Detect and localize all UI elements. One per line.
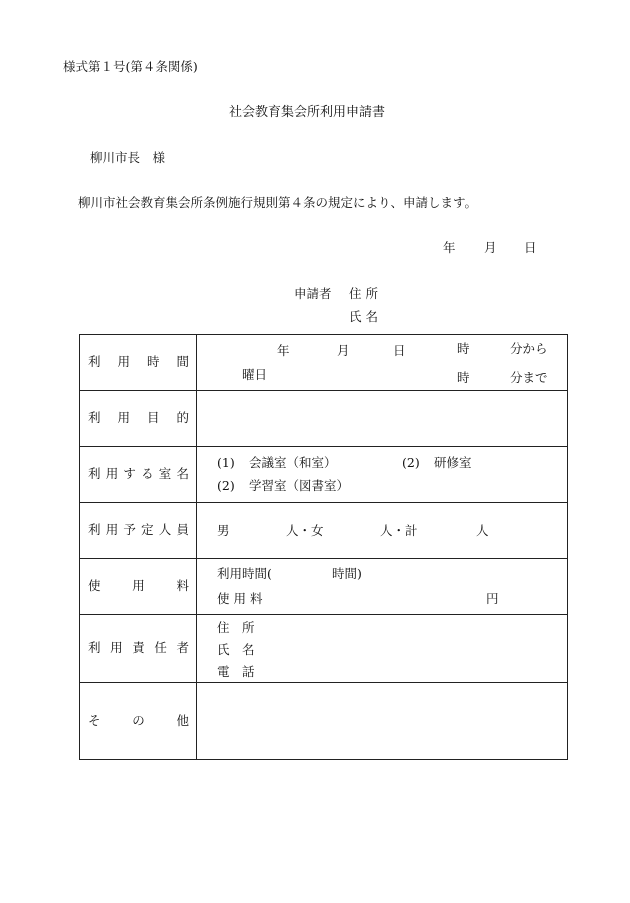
room-option-2-label: 研修室 xyxy=(434,455,472,470)
people-unit-label: 人 xyxy=(476,523,489,538)
label-other xyxy=(80,683,197,760)
label-char: 他 xyxy=(176,712,189,728)
label-char: 的 xyxy=(176,410,189,426)
time-weekday-label: 曜日 xyxy=(242,367,268,382)
label-usage-time xyxy=(80,335,197,391)
time-year-label: 年 xyxy=(277,343,290,358)
label-char: 利 xyxy=(88,410,101,426)
addressee: 柳川市長 様 xyxy=(90,150,166,165)
label-char: 室 xyxy=(158,466,172,482)
applicant-address-label: 住 所 xyxy=(349,286,378,301)
label-usage-purpose xyxy=(80,391,197,447)
usage-purpose-field[interactable] xyxy=(197,391,568,447)
people-female-label: 人・女 xyxy=(286,523,324,538)
label-char: 使 xyxy=(88,578,101,594)
room-option-1-number: (1) xyxy=(217,455,235,470)
row-usage-time xyxy=(80,335,568,391)
form-number: 様式第１号(第４条関係) xyxy=(63,59,198,74)
room-option-1-label: 会議室（和室） xyxy=(249,455,337,470)
fee-hours-suffix: 時間) xyxy=(332,566,362,581)
row-responsible-person xyxy=(80,615,568,683)
other-field[interactable] xyxy=(197,683,568,760)
fee-amount-label: 使 用 料 xyxy=(217,591,263,606)
label-char: 用 xyxy=(117,354,130,370)
label-char: 用 xyxy=(110,640,123,656)
row-planned-people xyxy=(80,503,568,559)
date-year-label: 年 xyxy=(443,240,456,255)
label-char: 間 xyxy=(176,354,189,370)
time-from-label: 分から xyxy=(510,341,548,356)
label-usage-fee xyxy=(80,559,197,615)
label-char: る xyxy=(141,466,154,482)
people-male-label: 男 xyxy=(217,523,230,538)
room-option-3-label: 学習室（図書室） xyxy=(249,478,350,493)
label-char: 利 xyxy=(88,522,101,538)
time-start-hour-label: 時 xyxy=(457,341,470,356)
row-usage-fee xyxy=(80,559,568,615)
label-char: 任 xyxy=(154,640,167,656)
label-char: 利 xyxy=(88,640,101,656)
label-char: 員 xyxy=(176,522,189,538)
label-char: 時 xyxy=(146,354,160,370)
fee-yen-unit: 円 xyxy=(486,591,499,606)
row-room-name xyxy=(80,447,568,503)
room-name-field[interactable] xyxy=(197,447,568,503)
row-other xyxy=(80,683,568,760)
form-title: 社会教育集会所利用申請書 xyxy=(229,105,386,120)
label-char: そ xyxy=(88,712,101,728)
label-char: 料 xyxy=(176,578,189,594)
label-char: 目 xyxy=(146,410,160,426)
planned-people-field[interactable] xyxy=(197,503,568,559)
label-char: 責 xyxy=(132,640,145,656)
label-char: 予 xyxy=(123,522,136,538)
time-end-hour-label: 時 xyxy=(457,370,470,385)
time-until-label: 分まで xyxy=(510,370,548,385)
label-room-name xyxy=(80,447,197,503)
label-char: 用 xyxy=(132,578,145,594)
label-char: の xyxy=(132,712,145,728)
label-char: 人 xyxy=(158,522,172,538)
date-day-label: 日 xyxy=(524,240,537,255)
label-char: 者 xyxy=(176,640,189,656)
label-responsible-person xyxy=(80,615,197,683)
label-char: 名 xyxy=(176,466,189,482)
application-form-table xyxy=(79,334,568,760)
usage-fee-field[interactable] xyxy=(197,559,568,615)
responsible-person-field[interactable] xyxy=(197,615,568,683)
responsible-phone-label: 電 話 xyxy=(217,664,255,679)
room-option-3-number: (2) xyxy=(217,478,235,493)
label-char: 用 xyxy=(117,410,130,426)
applicant-name-label: 氏 名 xyxy=(349,309,378,324)
row-usage-purpose xyxy=(80,391,568,447)
people-total-label: 人・計 xyxy=(380,523,418,538)
fee-hours-prefix: 利用時間( xyxy=(217,566,272,581)
label-char: 利 xyxy=(88,354,101,370)
room-option-2-number: (2) xyxy=(402,455,420,470)
label-char: す xyxy=(123,466,136,482)
label-char: 定 xyxy=(141,522,154,538)
date-month-label: 月 xyxy=(484,240,497,255)
label-planned-people xyxy=(80,503,197,559)
time-day-label: 日 xyxy=(393,343,406,358)
time-month-label: 月 xyxy=(337,343,350,358)
usage-time-field[interactable] xyxy=(197,335,568,391)
label-char: 用 xyxy=(105,522,119,538)
responsible-name-label: 氏 名 xyxy=(217,642,255,657)
label-char: 用 xyxy=(105,466,119,482)
application-statement: 柳川市社会教育集会所条例施行規則第４条の規定により、申請します。 xyxy=(78,195,478,210)
applicant-label: 申請者 xyxy=(294,286,332,301)
responsible-address-label: 住 所 xyxy=(217,620,255,635)
label-char: 利 xyxy=(88,466,101,482)
